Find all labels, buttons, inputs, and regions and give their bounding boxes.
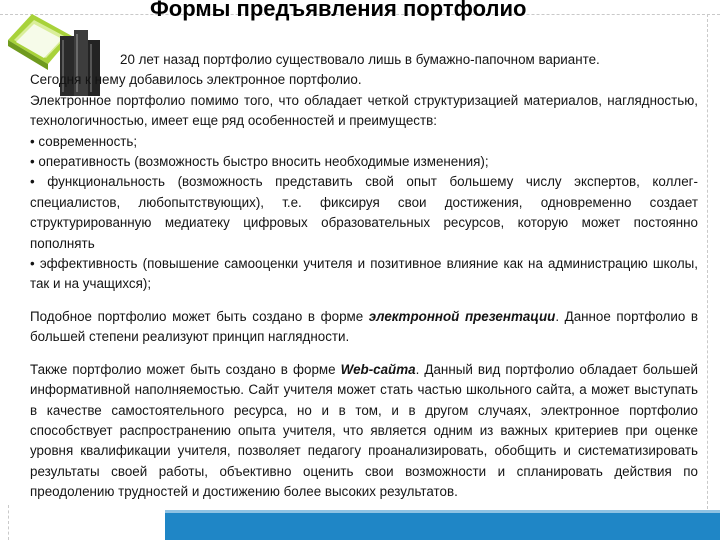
text-span: Подобное портфолио может быть создано в форме <box>30 308 369 324</box>
text-span: Также портфолио может быть создано в форме <box>30 361 341 377</box>
frame-left-line <box>8 505 9 540</box>
bullet-item: • эффективность (повышение самооценки учителя и позитивное влияние как на администрацию школы, так и на учащихся); <box>30 256 698 292</box>
text-span: . Данное портфолио в большей степени реализуют принцип наглядности. <box>30 308 699 345</box>
footer-bar <box>165 513 720 540</box>
bullet-item: • современность; <box>30 133 138 149</box>
website-paragraph <box>30 360 698 503</box>
emphasis-text: электронной презентации <box>368 308 556 324</box>
bullet-item: • оперативность (возможность быстро вносить необходимые изменения); <box>30 154 489 170</box>
text-span: . Данный вид портфолио обладает большей информативной наполняемостью. Сайт учителя может стать частью школьного сайта, а может выступать в качестве самостоятельного ресурса, но и в том, и в другом случаях, электронное портфолио способствует распространению опыта учителя, что является одним из важных критериев при оценке уровня квалификации учителя, позволяет педагогу проанализировать, обобщить и систематизировать результаты своей работы, объективно оценить свои возможности и спланировать действия по преодолению трудностей и достижению более высоких результатов. <box>30 361 698 500</box>
slide-title: Формы предъявления портфолио <box>150 0 527 21</box>
emphasis-text: Web-сайта <box>340 361 416 377</box>
frame-right-line <box>707 14 708 519</box>
text-line: Электронное портфолио помимо того, что обладает четкой структуризацией материалов, наглядностью, технологичностью, имеет еще ряд особенностей и преимуществ: <box>30 92 698 129</box>
text-line: 20 лет назад портфолио существовало лишь в бумажно-папочном варианте. <box>120 52 600 67</box>
text-line: Сегодня к нему добавилось электронное портфолио. <box>30 72 362 88</box>
slide-content <box>30 50 698 503</box>
bullet-item: • функциональность (возможность представить свой опыт большему числу экспертов, коллег-специалистов, любопытствующих), т.е. фиксируя свои достижения, одновременно создает структурированную медиатеку цифровых образовательных ресурсов, которую может постоянно пополнять <box>30 174 698 251</box>
presentation-paragraph <box>30 307 698 348</box>
